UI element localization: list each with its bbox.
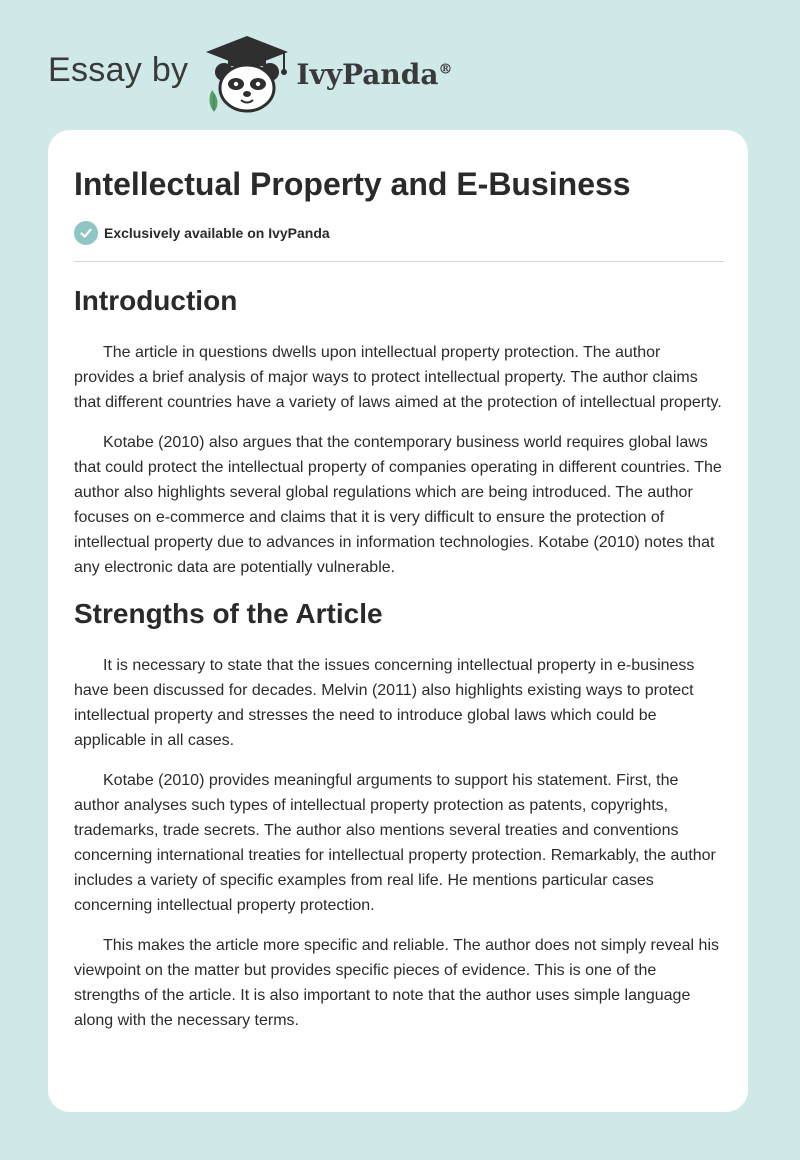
section-strengths: [74, 595, 724, 1033]
title-divider: [74, 261, 724, 262]
paragraph: It is necessary to state that the issues concerning intellectual property in e-business have been discussed for decades. Melvin (2011) also highlights existing ways to protect intellectual property and stresses the need to introduce global laws which could be applicable in all cases.: [74, 657, 695, 749]
check-icon: [74, 221, 98, 245]
paragraph: Kotabe (2010) also argues that the contemporary business world requires global laws that could protect the intellectual property of companies operating in different countries. The author also highlights several global regulations which are being introduced. The author focuses on e-commerce and claims that it is very difficult to ensure the protection of intellectual property due to advances in information technologies. Kotabe (2010) notes that any electronic data are potentially vulnerable.: [74, 434, 722, 576]
essay-card: [48, 130, 748, 1112]
section-heading: Strengths of the Article: [74, 598, 383, 629]
paragraph: The article in questions dwells upon intellectual property protection. The author provides a brief analysis of major ways to protect intellectual property. The author claims that different countries have a variety of laws aimed at the protection of intellectual property.: [74, 344, 722, 411]
paragraph: Kotabe (2010) provides meaningful arguments to support his statement. First, the author analyses such types of intellectual property protection as patents, copyrights, trademarks, trade secrets. The author also mentions several treaties and conventions concerning international treaties for intellectual property protection. Remarkably, the author includes a variety of specific examples from real life. He mentions particular cases concerning intellectual property protection.: [74, 772, 716, 914]
section-heading: Introduction: [74, 285, 238, 316]
panda-logo-icon[interactable]: [204, 32, 290, 114]
essay-content: [74, 282, 724, 1048]
site-header: [48, 28, 453, 118]
essay-by-label: Essay by: [48, 50, 189, 89]
paragraph: This makes the article more specific and reliable. The author does not simply reveal his viewpoint on the matter but provides specific pieces of evidence. This is one of the strengths of the article. It is also important to note that the author uses simple language along with the necessary terms.: [74, 937, 719, 1029]
brand-name[interactable]: IvyPanda®: [296, 57, 453, 91]
page-title: Intellectual Property and E-Business: [74, 166, 631, 202]
section-introduction: [74, 282, 724, 580]
exclusive-badge-text: Exclusively available on IvyPanda: [104, 225, 330, 241]
exclusive-badge: [74, 221, 330, 245]
